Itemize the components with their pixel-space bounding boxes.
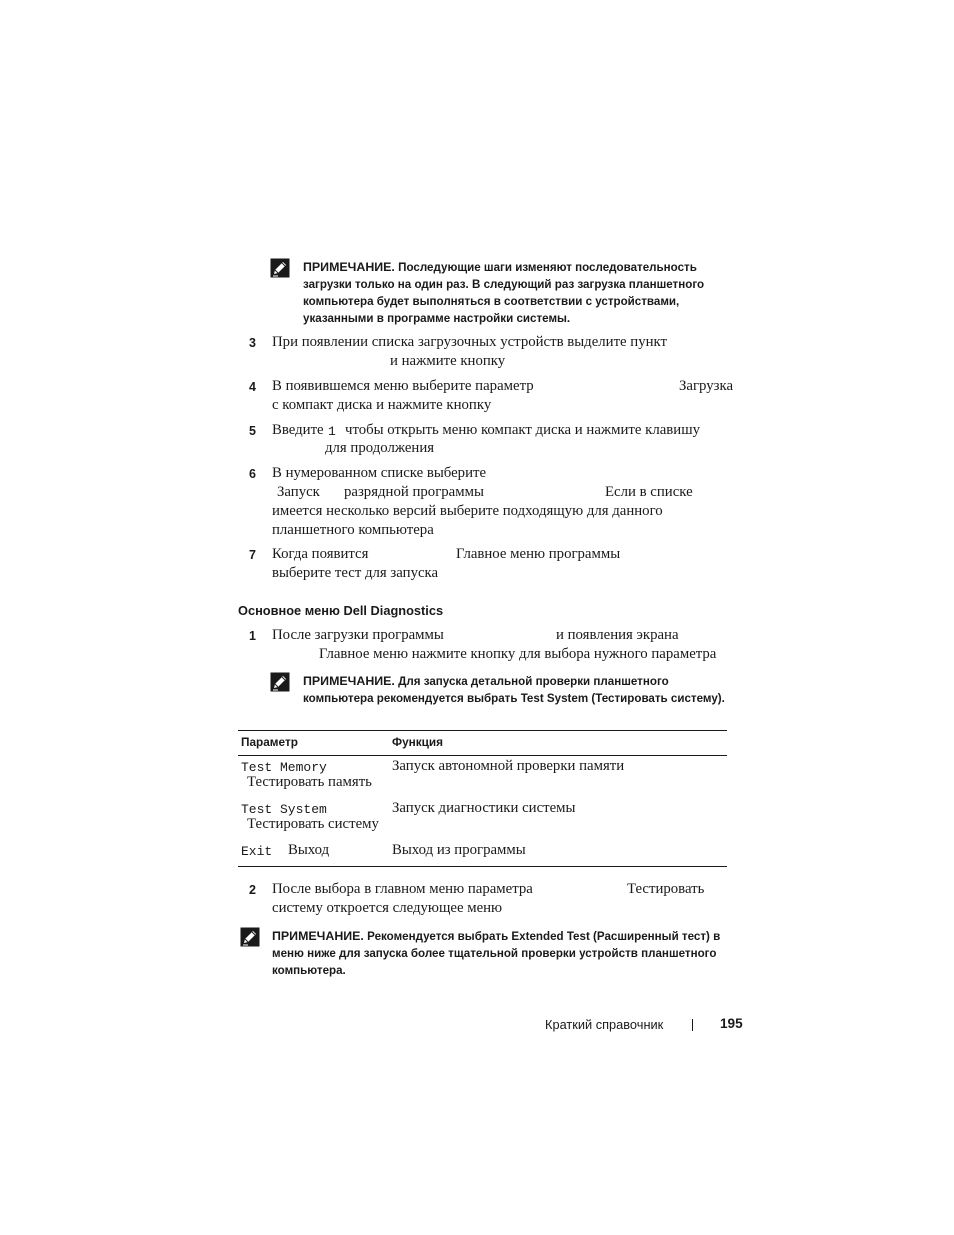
footer-divider: [692, 1019, 693, 1031]
note-text-line: компьютера.: [272, 964, 346, 977]
step-text: После загрузки программы: [272, 627, 444, 643]
step-text: Загрузка: [679, 378, 734, 394]
table-header-rule: [238, 755, 727, 756]
key-code: 1: [328, 424, 336, 439]
step-text: выберите тест для запуска: [272, 565, 439, 581]
option-label: Выход: [288, 842, 330, 858]
table-header-parameter: Параметр: [241, 735, 298, 749]
step-text: Тестировать: [627, 881, 705, 897]
note-text-line: компьютера рекомендуется выбрать Test System (Тестировать систему).: [303, 692, 725, 705]
step-text: чтобы открыть меню компакт диска и нажмите клавишу: [345, 422, 700, 438]
option-label: Тестировать память: [247, 774, 372, 790]
option-function: Запуск автономной проверки памяти: [392, 758, 625, 774]
option-function: Выход из программы: [392, 842, 526, 858]
step-number: 3: [249, 336, 256, 350]
step-text: Запуск: [277, 484, 320, 500]
option-code: Test Memory: [241, 760, 327, 775]
table-top-rule: [238, 730, 727, 731]
step-text: В нумерованном списке выберите: [272, 465, 487, 481]
note-label: ПРИМЕЧАНИЕ.: [303, 674, 395, 688]
note-label: ПРИМЕЧАНИЕ.: [303, 260, 395, 274]
note-text-line: Для запуска детальной проверки планшетного: [398, 675, 669, 688]
step-number: 5: [249, 424, 256, 438]
footer-section-title: Краткий справочник: [545, 1017, 664, 1032]
step-text: с компакт диска и нажмите кнопку: [272, 397, 492, 413]
option-code: Test System: [241, 802, 327, 817]
note-label: ПРИМЕЧАНИЕ.: [272, 929, 364, 943]
option-label: Тестировать систему: [247, 816, 379, 832]
note-text-line: Рекомендуется выбрать Extended Test (Расширенный тест) в: [367, 930, 721, 943]
step-text: После выбора в главном меню параметра: [272, 881, 533, 897]
step-number: 7: [249, 548, 256, 562]
step-text: имеется несколько версий выберите подходящую для данного: [272, 503, 663, 519]
note-text-line: Последующие шаги изменяют последовательность: [398, 261, 697, 274]
step-number: 6: [249, 467, 256, 481]
step-text: для продолжения: [325, 440, 435, 456]
note-text-line: компьютера будет выполняться в соответствии с устройствами,: [303, 295, 680, 308]
step-text: и появления экрана: [556, 627, 679, 643]
step-text: систему откроется следующее меню: [272, 900, 503, 916]
page-number: 195: [720, 1016, 743, 1031]
step-number: 1: [249, 629, 256, 643]
pencil-note-icon: [240, 927, 260, 947]
step-text: и нажмите кнопку: [390, 353, 506, 369]
note-text-line: загрузки только на один раз. В следующий раз загрузка планшетного: [303, 278, 705, 291]
table-header-function: Функция: [392, 735, 444, 749]
table-bottom-rule: [238, 866, 727, 867]
step-text: Введите: [272, 422, 324, 438]
step-text: В появившемся меню выберите параметр: [272, 378, 534, 394]
note-text-line: указанными в программе настройки системы.: [303, 312, 571, 325]
option-function: Запуск диагностики системы: [392, 800, 576, 816]
step-text: Когда появится: [272, 546, 369, 562]
step-text: Главное меню нажмите кнопку для выбора нужного параметра: [319, 646, 717, 662]
step-text: При появлении списка загрузочных устройств выделите пункт: [272, 334, 668, 350]
section-heading: Основное меню Dell Diagnostics: [238, 603, 444, 618]
step-number: 4: [249, 380, 256, 394]
step-text: разрядной программы: [344, 484, 484, 500]
note-text-line: меню ниже для запуска более тщательной проверки устройств планшетного: [272, 947, 717, 960]
step-text: планшетного компьютера: [272, 522, 434, 538]
pencil-note-icon: [270, 672, 290, 692]
pencil-note-icon: [270, 258, 290, 278]
step-number: 2: [249, 883, 256, 897]
option-code: Exit: [241, 844, 273, 859]
step-text: Если в списке: [605, 484, 693, 500]
step-text: Главное меню программы: [456, 546, 621, 562]
